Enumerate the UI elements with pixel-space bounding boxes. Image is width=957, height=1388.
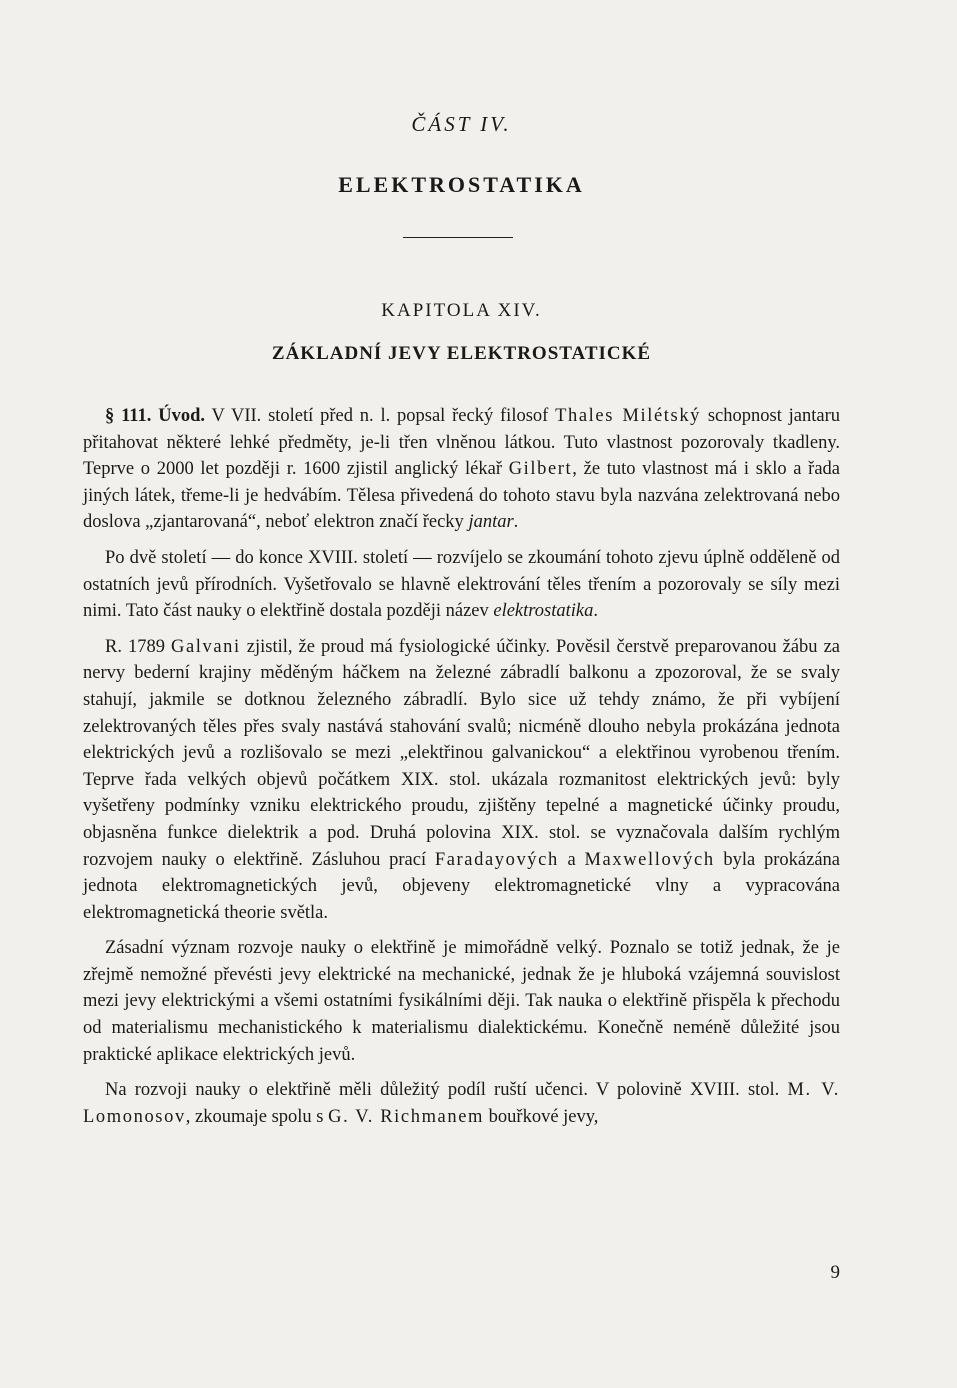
spaced-name: G. V. Richmanem	[328, 1106, 485, 1127]
text-run: V VII. století před n. l. popsal řecký filosof	[205, 406, 556, 426]
text-run: .	[513, 512, 519, 533]
section-number: 111.	[121, 406, 152, 426]
page-number: 9	[830, 1262, 840, 1283]
text-run: Na rozvoji nauky o elektřině měli důležitý podíl ruští učenci. V polovině XVIII. stol.	[105, 1080, 788, 1101]
text-run: Po dvě století — do konce XVIII. století — rozvíjelo se zkoumání tohoto zjevu úplně odděleně od ostatních jevů přírodních. Vyšetřovalo se hlavně elektrování těles třením a pozorovaly se síly mezi nimi. Tato část nauky o elektřině dostala později název	[83, 547, 840, 622]
title-divider	[403, 237, 513, 238]
spaced-name: Galvani	[171, 636, 241, 657]
text-run: bouřkové jevy,	[484, 1106, 599, 1127]
part-heading: ČÁST IV.	[411, 112, 512, 136]
text-run: R. 1789	[105, 636, 171, 657]
spaced-name: Gilbert	[508, 459, 573, 480]
paragraph	[83, 634, 840, 927]
paragraph	[83, 1077, 840, 1130]
section-symbol: §	[105, 406, 115, 426]
text-run: a	[558, 849, 585, 870]
book-page	[83, 0, 840, 1388]
section-title: Úvod.	[158, 406, 205, 426]
body-text	[83, 403, 840, 1139]
text-run: , zkoumaje spolu s	[185, 1106, 329, 1127]
text-run: , že tuto vlastnost má i sklo a řada jiných látek, třeme-li je hedvábím. Tělesa přivedená do tohoto stavu byla nazvána zelektrovaná nebo doslova „zjantarovaná“, neboť elektron značí řecky	[83, 459, 841, 533]
text-run: .	[593, 601, 599, 622]
spaced-name: Maxwellových	[584, 849, 715, 870]
text-run: Zásadní význam rozvoje nauky o elektřině je mimořádně velký. Poznalo se totiž jednak, že je zřejmě nemožné převésti jevy elektrické na mechanické, jednak že je hluboká vzájemná souvislost mezi jevy elektrickými a všemi ostatními fysikálními ději. Tak nauka o elektřině přispěla k přechodu od materialismu mechanistického k materialismu dialektickému. Konečně neméně důležité jsou praktické aplikace elektrických jevů.	[83, 938, 840, 1065]
spaced-name: Faradayových	[434, 849, 559, 870]
italic-term: jantar	[468, 512, 514, 533]
paragraph-body	[83, 548, 840, 621]
paragraph	[83, 935, 840, 1068]
italic-term: elektrostatika	[493, 601, 594, 622]
spaced-name: Thales Milétský	[555, 406, 702, 426]
paragraph-body	[83, 1080, 840, 1127]
text-run: schopnost jantaru přitahovat některé lehké předměty, je-li třen vlněnou látkou. Tuto vlastnost pozorovaly tkadleny. Teprve o 2000 let později r. 1600 zjistil anglický lékař	[83, 406, 841, 480]
paragraph	[83, 403, 840, 536]
part-title: ELEKTROSTATIKA	[338, 172, 585, 197]
paragraph-body	[83, 938, 840, 1064]
chapter-title: ZÁKLADNÍ JEVY ELEKTROSTATICKÉ	[271, 343, 652, 364]
paragraph-body	[83, 637, 840, 923]
paragraph	[83, 545, 840, 625]
text-run: zjistil, že proud má fysiologické účinky. Pověsil čerstvě preparovanou žábu za nervy bederní krajiny měděným háčkem na železné zábradlí balkonu a zpozoroval, že se svaly stahují, jakmile se dotknou železného zábradlí. Bylo sice už tehdy známo, že při vybíjení zelektrovaných těles přes svaly nastává stahování svalů; nicméně dlouho nebyla prokázána jednota elektrických jevů a rozlišovalo se mezi „elektřinou galvanickou“ a elektřinou vyrobenou třením. Teprve řada velkých objevů počátkem XIX. stol. ukázala rozmanitost elektrických jevů: byly vyšetřeny podmínky vzniku elektrického proudu, zjištěny tepelné a magnetické účinky proudu, objasněna funkce dielektrik a pod. Druhá polovina XIX. stol. se vyznačovala dalším rychlým rozvojem nauky o elektřině. Zásluhou prací	[83, 636, 840, 870]
text-run: byla prokázána jednota elektromagnetických jevů, objeveny elektromagnetické vlny a vypracována elektromagnetická theorie světla.	[83, 849, 840, 923]
chapter-heading: KAPITOLA XIV.	[381, 300, 542, 321]
spaced-name: M. V. Lomonosov	[83, 1080, 840, 1127]
